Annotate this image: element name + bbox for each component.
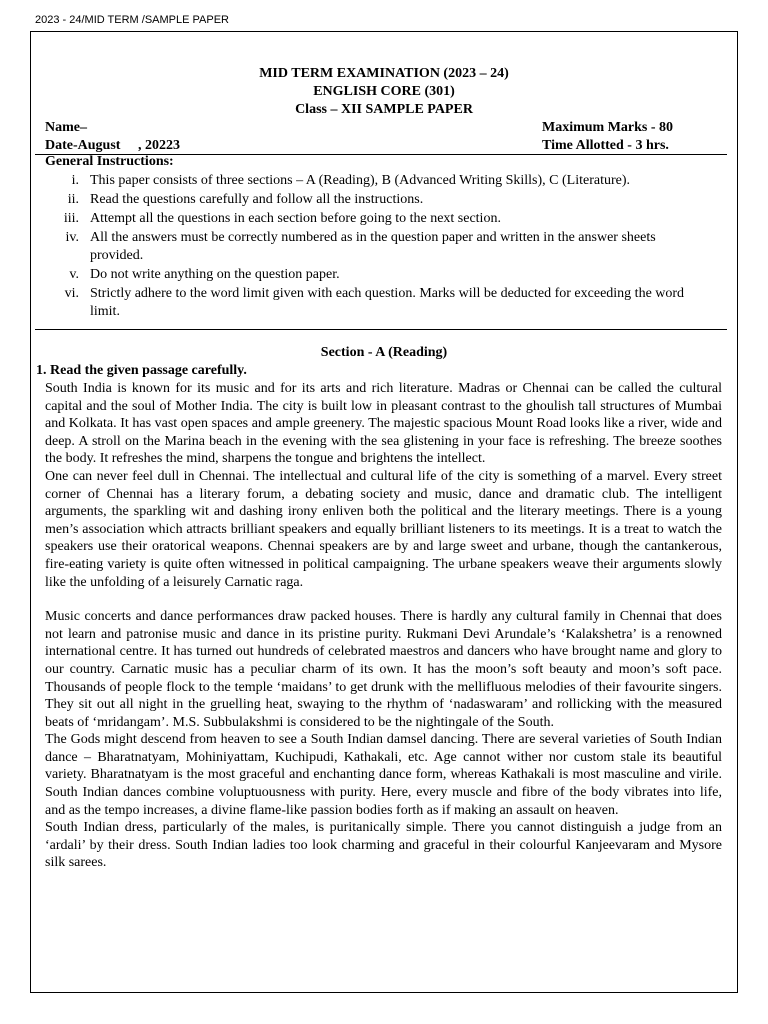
passage-paragraph: South India is known for its music and for its arts and rich literature. Madras or Chennai can be called the cultural capital and the soul of Mother India. The city is built low in pleasant contrast to the ghoulish tall structures of Mumbai and Kolkata. It has vast open spaces and ample greenery. The majestic spacious Mount Road looks like a river, wide and deep. A stroll on the Marina beach in the evening with the sea glistening in your face is refreshing. The breeze soothes the body. It refreshes the mind, sharpens the tongue and brightens the intellect.: [45, 381, 722, 467]
reading-passage: [45, 380, 722, 872]
question-1-prompt: 1. Read the given passage carefully.: [36, 363, 247, 378]
instruction-text: All the answers must be correctly numbered as in the question paper and written in the answer sheets provided.: [90, 230, 656, 263]
name-label: Name–: [45, 120, 87, 135]
passage-paragraph: South Indian dress, particularly of the males, is puritanically simple. There you cannot distinguish a judge from an ‘ardali’ by their dress. South Indian ladies too look charming and graceful in their colourful Kanjeevaram and Mysore silk sarees.: [45, 820, 722, 871]
paper-code-header: 2023 - 24/MID TERM /SAMPLE PAPER: [35, 14, 229, 26]
instruction-item: [45, 172, 725, 190]
instruction-text: Read the questions carefully and follow all the instructions.: [90, 192, 424, 207]
instruction-item: [45, 210, 725, 228]
passage-paragraph: Music concerts and dance performances draw packed houses. There is hardly any cultural family in Chennai that does not learn and patronise music and dance in its pristine purity. Rukmani Devi Arundale’s ‘Kalakshetra’ is a renowned international centre. It has turned out hundreds of celebrated maestros and dancers who have brought name and glory to our country. Carnatic music has a peculiar charm of its own. It has the moon’s soft beauty and moon’s soft pace. Thousands of people flock to the temple ‘maidans’ to get drunk with the mellifluous melodies of their favourite singers. They sit out all night in the gruelling heat, swaying to the rhythm of ‘nadaswaram’ and rollicking with the measured beats of ‘mridangam’. M.S. Subbulakshmi is considered to be the nightingale of the South.: [45, 609, 722, 730]
instruction-number: ii.: [67, 192, 79, 207]
time-allotted: Time Allotted - 3 hrs.: [542, 138, 669, 153]
date-label: Date-August , 20223: [45, 138, 180, 153]
instruction-item: [45, 266, 725, 284]
instruction-number: iv.: [65, 230, 79, 245]
instruction-text: This paper consists of three sections – A (Reading), B (Advanced Writing Skills), C (Literature).: [90, 173, 631, 188]
max-marks: Maximum Marks - 80: [542, 120, 674, 135]
instructions-heading: General Instructions:: [45, 154, 174, 169]
instructions-divider: [35, 329, 727, 330]
instruction-item: [45, 285, 725, 321]
instructions-list: [45, 172, 725, 322]
instruction-number: vi.: [64, 286, 79, 301]
section-a-heading: Section - A (Reading): [320, 345, 448, 360]
instruction-number: iii.: [63, 211, 79, 226]
passage-paragraph: The Gods might descend from heaven to see a South Indian damsel dancing. There are several varieties of South Indian dance – Bharatnatyam, Mohiniyattam, Kuchipudi, Kathakali, etc. Age cannot wither nor custom stale its beautiful variety. Bharatnatyam is the most graceful and enchanting dance form, whereas Kathakali is most masculine and virile. South Indian dances combine voluptuousness with purity. Here, every muscle and fibre of the body vibrates into life, and as the tempo increases, a divine flame-like passion bodies forth as if making an assault on heaven.: [45, 732, 722, 818]
subject-title: ENGLISH CORE (301): [313, 84, 455, 99]
class-title: Class – XII SAMPLE PAPER: [295, 102, 473, 117]
exam-title: MID TERM EXAMINATION (2023 – 24): [259, 66, 509, 81]
instruction-text: Attempt all the questions in each section before going to the next section.: [90, 211, 501, 226]
instruction-number: i.: [71, 173, 79, 188]
instruction-item: [45, 191, 725, 209]
instruction-text: Do not write anything on the question paper.: [90, 267, 340, 282]
instruction-text: Strictly adhere to the word limit given with each question. Marks will be deducted for exceeding the word limit.: [90, 286, 685, 319]
passage-paragraph: One can never feel dull in Chennai. The intellectual and cultural life of the city is something of a marvel. Every street corner of Chennai has a literary forum, a debating society and music, dance and dramatic club. The intelligent arguments, the sparkling wit and dashing irony enliven both the political and the literary meetings. There is a young men’s association which attracts brilliant speakers and equally brilliant listeners to its meetings. It is a treat to watch the speakers use their oratorical weapons. Chennai speakers are by and large sweet and urbane, though the cantankerous, fire-eating variety is quite often witnessed in political campaigning. The urbane speakers weave their arguments slowly like the unfolding of a leisurely Carnatic raga.: [45, 468, 722, 590]
instruction-number: v.: [69, 267, 79, 282]
instruction-item: [45, 229, 725, 265]
